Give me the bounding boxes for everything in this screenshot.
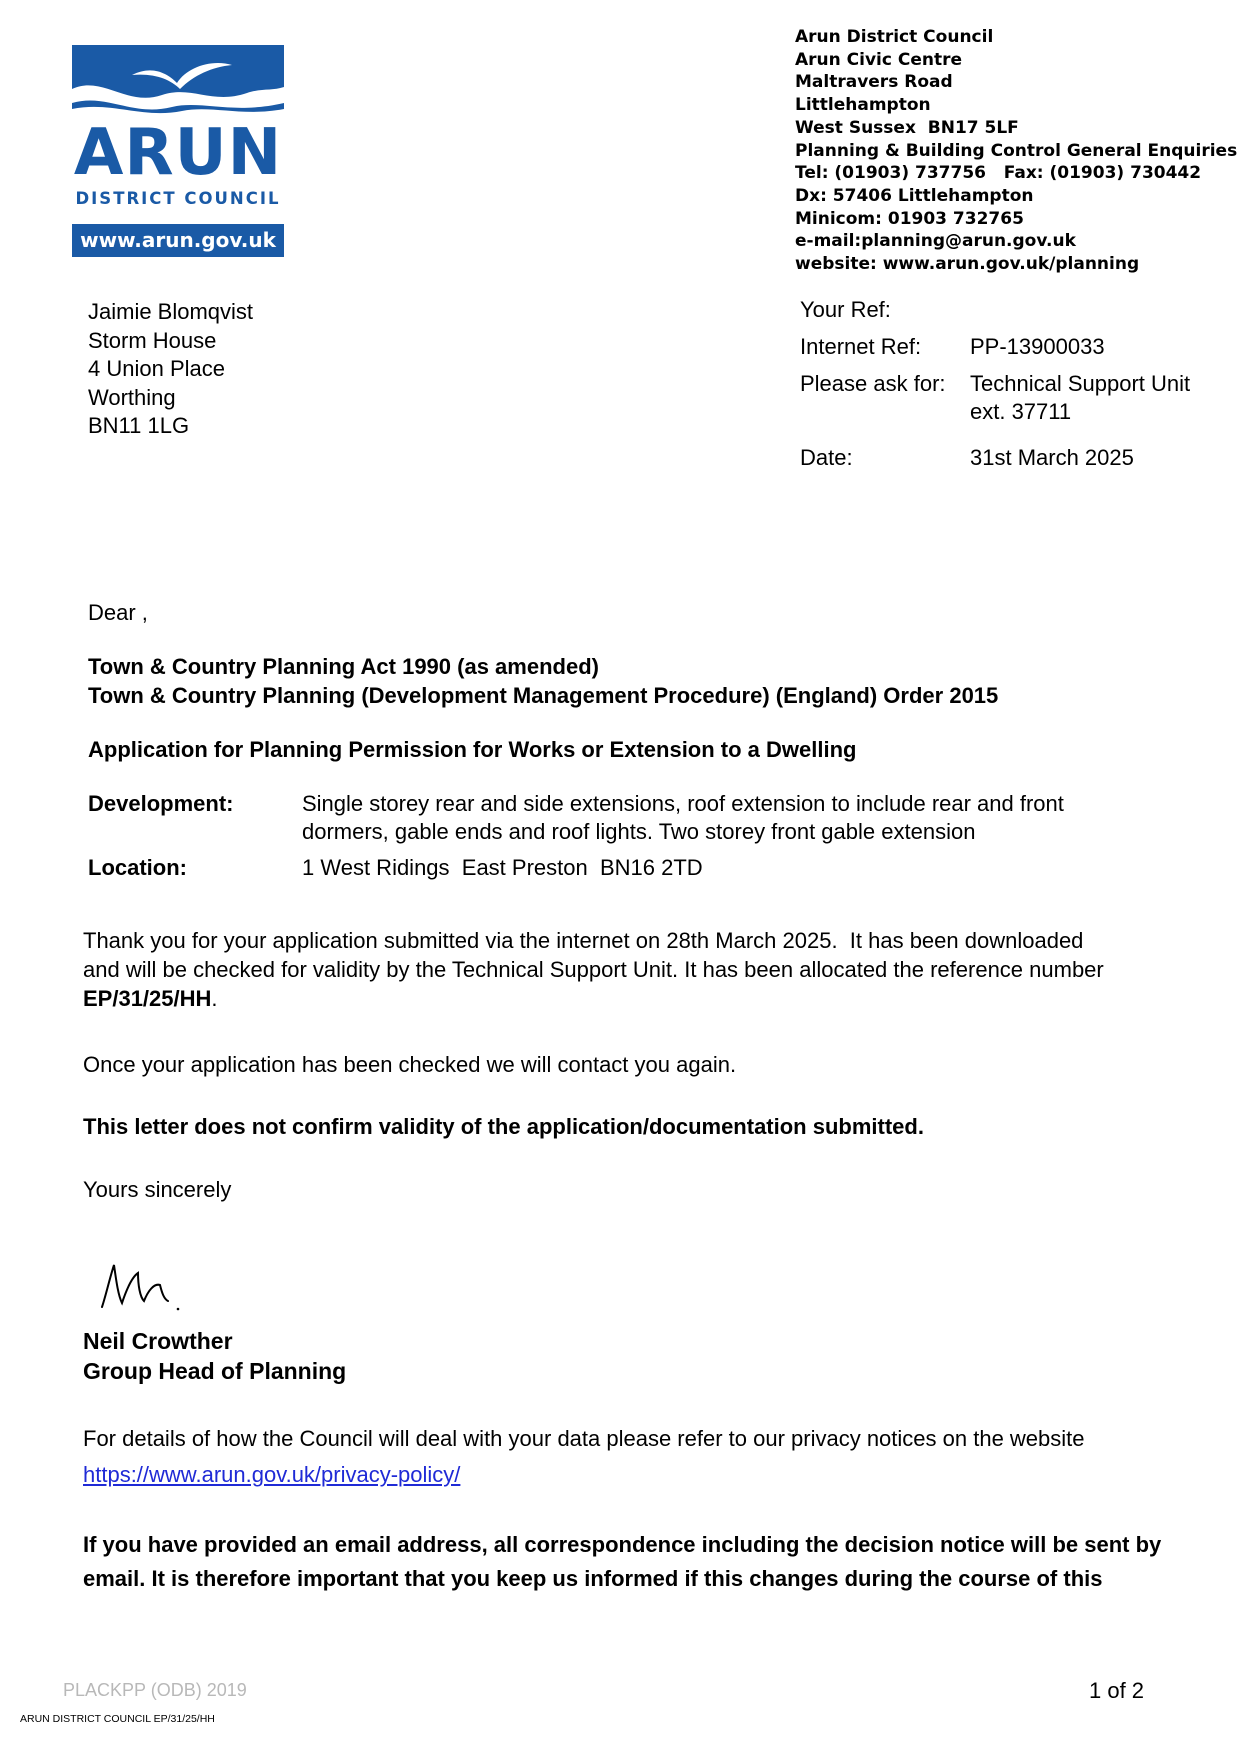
- email-notice-line-1: If you have provided an email address, all correspondence including the decision notice will be sent by: [83, 1532, 1162, 1557]
- council-line: Littlehampton: [795, 95, 931, 116]
- recipient-line: Worthing: [88, 384, 176, 410]
- para2: Once your application has been checked we will contact you again.: [83, 1052, 737, 1077]
- privacy-policy-link[interactable]: https://www.arun.gov.uk/privacy-policy/: [83, 1462, 461, 1487]
- seagull-wave-icon: [72, 45, 284, 117]
- internet-ref-value: PP-13900033: [970, 334, 1105, 359]
- your-ref-label: Your Ref:: [800, 297, 891, 322]
- development-label: Development:: [88, 791, 234, 816]
- form-code: PLACKPP (ODB) 2019: [63, 1680, 247, 1700]
- para1-line2: and will be checked for validity by the Technical Support Unit. It has been allocated the reference number: [83, 957, 1104, 982]
- salutation: Dear ,: [88, 600, 148, 625]
- recipient-line: BN11 1LG: [88, 413, 190, 438]
- ask-for-value: Technical Support Unit: [970, 371, 1191, 396]
- development-line-2: dormers, gable ends and roof lights. Two storey front gable extension: [302, 819, 976, 844]
- logo-waves-panel: [72, 45, 284, 117]
- recipient-address: [88, 298, 253, 441]
- act-line-1: Town & Country Planning Act 1990 (as amended): [88, 654, 599, 679]
- application-title: Application for Planning Permission for Works or Extension to a Dwelling: [88, 737, 857, 762]
- council-line: Maltravers Road: [795, 72, 953, 93]
- internet-ref-label: Internet Ref:: [800, 334, 922, 359]
- development-line-1: Single storey rear and side extensions, roof extension to include rear and front: [302, 791, 1064, 816]
- logo-url: www.arun.gov.uk: [72, 224, 284, 257]
- date-label: Date:: [800, 445, 853, 470]
- para1-line3: [83, 984, 218, 1014]
- council-line: Planning & Building Control General Enquiries: [795, 140, 1238, 161]
- signatory-name: Neil Crowther: [83, 1328, 233, 1354]
- para1-end: .: [211, 986, 218, 1011]
- recipient-line: 4 Union Place: [88, 356, 225, 381]
- logo-subtitle: DISTRICT COUNCIL: [75, 189, 281, 208]
- ask-for-label: Please ask for:: [800, 371, 946, 396]
- signature: [96, 1255, 186, 1320]
- council-line: Arun District Council: [795, 27, 994, 47]
- reference-number: EP/31/25/HH: [83, 986, 212, 1011]
- location-label: Location:: [88, 855, 187, 880]
- date-value: 31st March 2025: [970, 445, 1134, 470]
- privacy-link-wrap: [83, 1460, 460, 1490]
- email-notice-line-2: email. It is therefore important that you keep us informed if this changes during the course of this: [83, 1566, 1103, 1591]
- council-line: e-mail:planning@arun.gov.uk: [795, 231, 1076, 252]
- council-line: West Sussex BN17 5LF: [795, 117, 1019, 138]
- page-number: 1 of 2: [1089, 1678, 1145, 1703]
- act-line-2: Town & Country Planning (Development Management Procedure) (England) Order 2015: [88, 683, 999, 708]
- ask-for-ext: ext. 37711: [970, 399, 1072, 424]
- logo-wordmark: ARUN: [73, 116, 283, 190]
- recipient-line: Storm House: [88, 327, 217, 353]
- para1-line1: Thank you for your application submitted via the internet on 28th March 2025. It has been downloaded: [83, 928, 1084, 953]
- council-address-block: [795, 26, 1238, 276]
- council-line: Dx: 57406 Littlehampton: [795, 185, 1034, 206]
- signatory-title: Group Head of Planning: [83, 1358, 347, 1384]
- privacy-text: For details of how the Council will deal with your data please refer to our privacy notices on the website: [83, 1426, 1085, 1451]
- document-stamp: ARUN DISTRICT COUNCIL EP/31/25/HH: [20, 1713, 215, 1725]
- council-line: Minicom: 01903 732765: [795, 208, 1024, 229]
- location-value: 1 West Ridings East Preston BN16 2TD: [302, 855, 703, 880]
- council-line: website: www.arun.gov.uk/planning: [795, 254, 1140, 275]
- arun-logo: [72, 45, 284, 257]
- closing: Yours sincerely: [83, 1177, 232, 1202]
- validity-note: This letter does not confirm validity of the application/documentation submitted.: [83, 1114, 924, 1139]
- recipient-line: Jaimie Blomqvist: [88, 299, 254, 324]
- council-line: Tel: (01903) 737756 Fax: (01903) 730442: [795, 163, 1202, 184]
- council-line: Arun Civic Centre: [795, 49, 963, 70]
